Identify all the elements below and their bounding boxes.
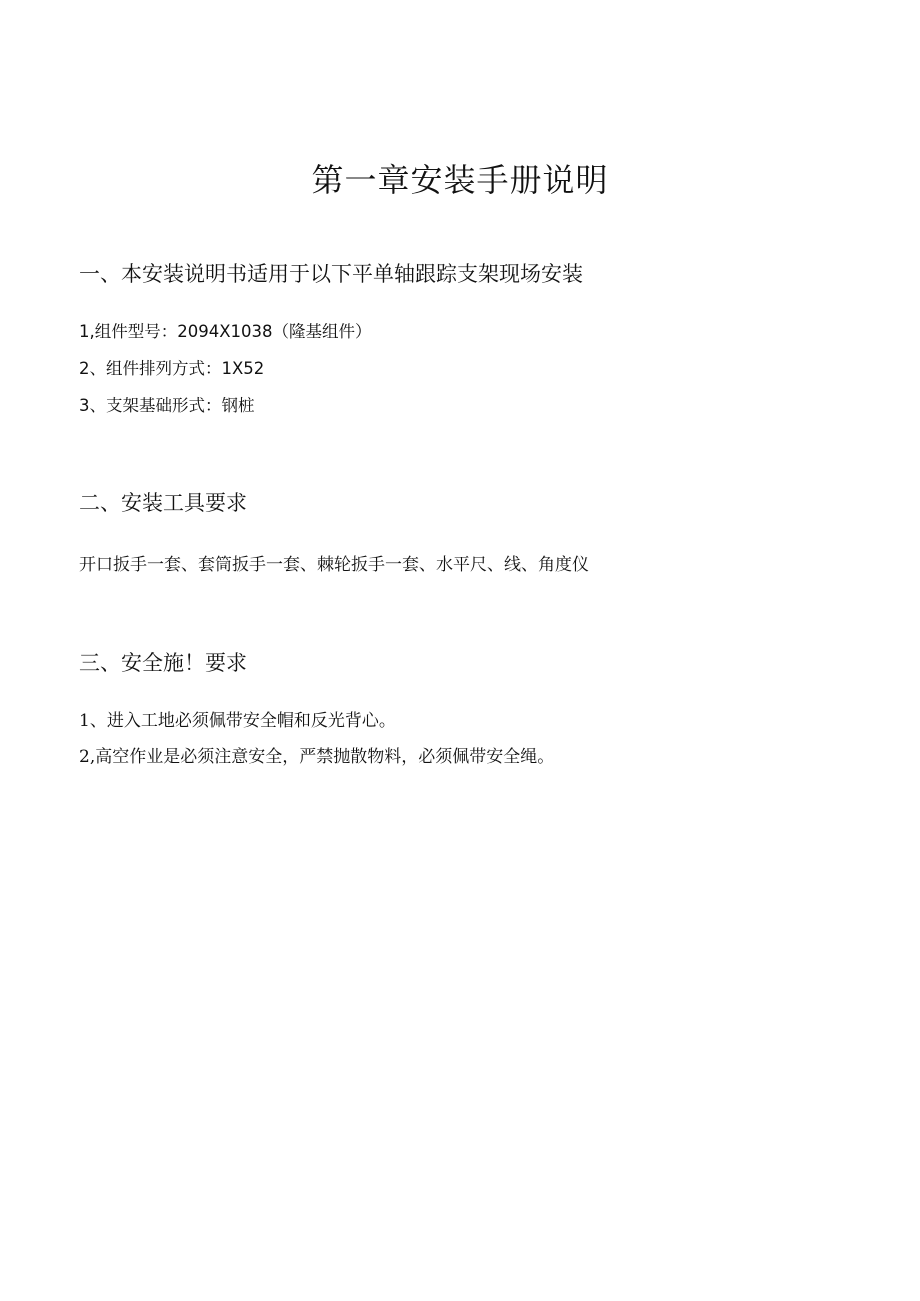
section-heading-safety: 三、安全施！要求 xyxy=(79,651,247,675)
module-model-line: 1,组件型号：2094X1038（隆基组件） xyxy=(79,322,372,341)
module-arrangement-line: 2、组件排列方式：1X52 xyxy=(79,359,265,378)
foundation-type-line: 3、支架基础形式：钢桩 xyxy=(79,396,255,415)
section-heading-applicability: 一、本安装说明书适用于以下平单轴跟踪支架现场安装 xyxy=(79,262,583,286)
tools-list-line: 开口扳手一套、套筒扳手一套、棘轮扳手一套、水平尺、线、角度仪 xyxy=(79,555,589,575)
section-heading-tools: 二、安装工具要求 xyxy=(79,491,247,515)
chapter-title: 第一章安装手册说明 xyxy=(311,161,609,199)
safety-rule-line-2: 2,高空作业是必须注意安全，严禁抛散物料，必须佩带安全绳。 xyxy=(79,747,555,767)
safety-rule-line-1: 1、进入工地必须佩带安全帽和反光背心。 xyxy=(79,711,396,731)
